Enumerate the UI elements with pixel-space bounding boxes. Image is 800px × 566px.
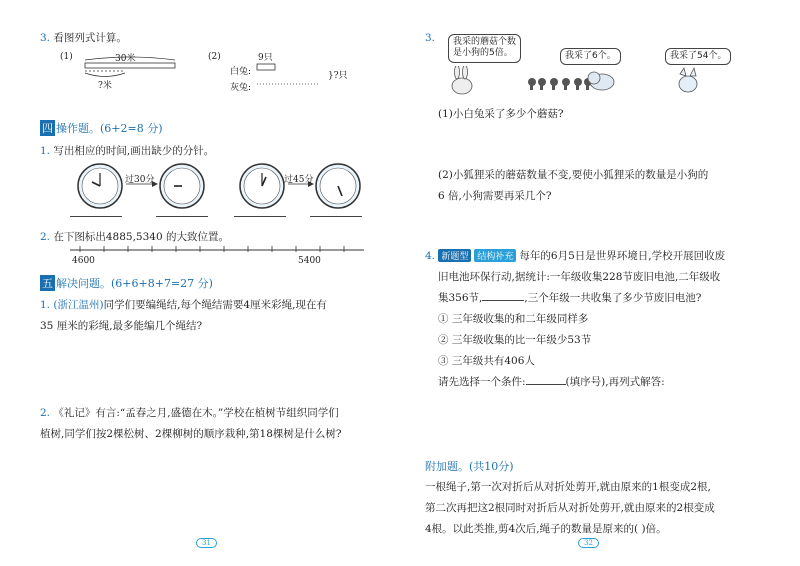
- right-q4-line2: 旧电池环保行动,据统计:一年级收集228节废旧电池,二年级收: [438, 271, 721, 283]
- left-p2-line1: [40, 405, 339, 420]
- section-5-title: 解决问题。: [56, 277, 111, 290]
- right-q3-sub2-line2: 6 倍,小狗需要再采几个?: [438, 190, 552, 202]
- extra-heading: [425, 458, 514, 474]
- right-q4-line4: [438, 374, 665, 389]
- number-line-tick-5400: 5400: [298, 256, 321, 266]
- extra-line2: 第二次再把这2根同时对折后从对折处剪开,就由原来的2根变成: [425, 502, 715, 514]
- option-choice-blank[interactable]: [526, 374, 566, 385]
- diagram1-bottom-label: ?米: [98, 81, 112, 91]
- clock-row: [70, 160, 370, 212]
- option-3: ③ 三年级共有406人: [438, 355, 535, 367]
- right-q3-number: 3.: [425, 32, 436, 44]
- diagram2-top-label: 9只: [258, 53, 273, 63]
- right-q4-line4-start: 请先选择一个条件:: [438, 376, 526, 388]
- left-p1-number: 1.: [40, 299, 51, 311]
- extra-title: 附加题。: [425, 460, 469, 473]
- left-q1-text: 写出相应的时间,画出缺少的分针。: [53, 145, 215, 157]
- section-4-box: 四: [42, 122, 53, 135]
- right-q4-line3-end: ,三个年级一共收集了多少节废旧电池?: [524, 292, 702, 304]
- option-2: ② 三年级收集的比一年级少53节: [438, 334, 592, 346]
- animals-illustration: [440, 66, 720, 96]
- left-q3-text: 看图列式计算。: [53, 32, 127, 44]
- left-page-number: 31: [196, 538, 217, 548]
- right-q4-line3: [438, 290, 701, 305]
- left-p2-number: 2.: [40, 407, 51, 419]
- answer-blank-2[interactable]: [156, 216, 208, 217]
- condition-blank[interactable]: [482, 290, 524, 301]
- diagram2-bars: [255, 60, 325, 90]
- section-5-box: 五: [42, 277, 53, 290]
- structure-badge: 结构补充: [474, 249, 516, 262]
- diagram2-gray-label: 灰兔:: [230, 83, 252, 93]
- right-page-number: 32: [578, 538, 599, 548]
- diagram2-rabbit-label: 白兔:: [230, 67, 252, 77]
- rabbit-bubble-line2: 是小狗的5倍。: [453, 48, 513, 59]
- rabbit-bubble-line1: 我采的蘑菇个数: [453, 37, 517, 47]
- right-q4-line3-start: 集356节,: [438, 292, 483, 304]
- left-p2-text: 《礼记》有言:“孟春之月,盛德在木。”学校在植树节组织同学们: [53, 407, 339, 419]
- new-type-badge: 新题型: [438, 249, 471, 262]
- right-q4-line4-end: (填序号),再列式解答:: [565, 376, 665, 388]
- left-q2: [40, 229, 229, 244]
- diagram1-bars: [80, 56, 180, 86]
- answer-blank-1[interactable]: [70, 216, 122, 217]
- diagram2-right-label: }?只: [328, 71, 348, 81]
- section-4-heading: [40, 120, 163, 136]
- left-q2-text: 在下图标出4885,5340 的大致位置。: [53, 231, 229, 243]
- speech-bubble-fox: 我采了54个。: [665, 48, 731, 65]
- left-q3-number: 3.: [40, 32, 51, 44]
- answer-blank-4[interactable]: [310, 216, 362, 217]
- left-p1-region: (浙江温州): [53, 299, 104, 311]
- diagram1-top-label: 30米: [115, 54, 136, 64]
- clock-4-icon: [316, 164, 360, 208]
- section-5-points: (6+6+8+7=27 分): [111, 277, 213, 290]
- mushroom-icon: [528, 78, 592, 90]
- clock-2-icon: [160, 164, 204, 208]
- diagram1-label: (1): [60, 52, 73, 62]
- left-p1-text: 同学们要编绳结,每个绳结需要4厘米彩绳,现在有: [103, 299, 327, 311]
- option-1: ① 三年级收集的和二年级同样多: [438, 313, 589, 325]
- left-q2-number: 2.: [40, 231, 51, 243]
- left-p1-line2: 35 厘米的彩绳,最多能编几个绳结?: [40, 320, 203, 332]
- answer-blank-3[interactable]: [234, 216, 286, 217]
- clock-1-icon: [78, 164, 122, 208]
- rabbit-icon: [452, 66, 472, 94]
- diagram2-label: (2): [208, 52, 221, 62]
- extra-points: (共10分): [469, 460, 514, 473]
- number-line: [70, 244, 370, 256]
- section-4-title: 操作题。: [56, 122, 100, 135]
- section-5-heading: [40, 275, 213, 291]
- left-p2-line2: 植树,同学们按2棵松树、2棵柳树的顺序栽种,第18棵树是什么树?: [40, 428, 342, 440]
- right-q4-text: 每年的6月5日是世界环境日,学校开展回收废: [519, 250, 726, 262]
- right-q4-number: 4.: [425, 250, 436, 262]
- left-q3: [40, 30, 127, 45]
- left-q1-number: 1.: [40, 145, 51, 157]
- fox-icon: [679, 68, 697, 92]
- left-p1-line1: [40, 297, 327, 312]
- speech-bubble-rabbit: [448, 34, 521, 63]
- clock-3-icon: [240, 164, 284, 208]
- extra-line3: 4根。以此类推,剪4次后,绳子的数量是原来的( )倍。: [425, 523, 667, 535]
- clock-arrow-1-label: 过30分: [125, 175, 155, 185]
- right-q3-sub1: (1)小白兔采了多少个蘑菇?: [438, 108, 564, 120]
- dog-icon: [588, 72, 614, 90]
- right-q4-line1: [425, 248, 725, 263]
- section-4-points: (6+2=8 分): [100, 122, 163, 135]
- number-line-tick-4600: 4600: [72, 256, 95, 266]
- extra-line1: 一根绳子,第一次对折后从对折处剪开,就由原来的1根变成2根,: [425, 481, 711, 493]
- clock-arrow-2-label: 过45分: [284, 175, 314, 185]
- right-q3-sub2-line1: (2)小狐狸采的蘑菇数量不变,要使小狐狸采的数量是小狗的: [438, 169, 709, 181]
- speech-bubble-dog: 我采了6个。: [560, 48, 621, 65]
- left-q1: [40, 143, 214, 158]
